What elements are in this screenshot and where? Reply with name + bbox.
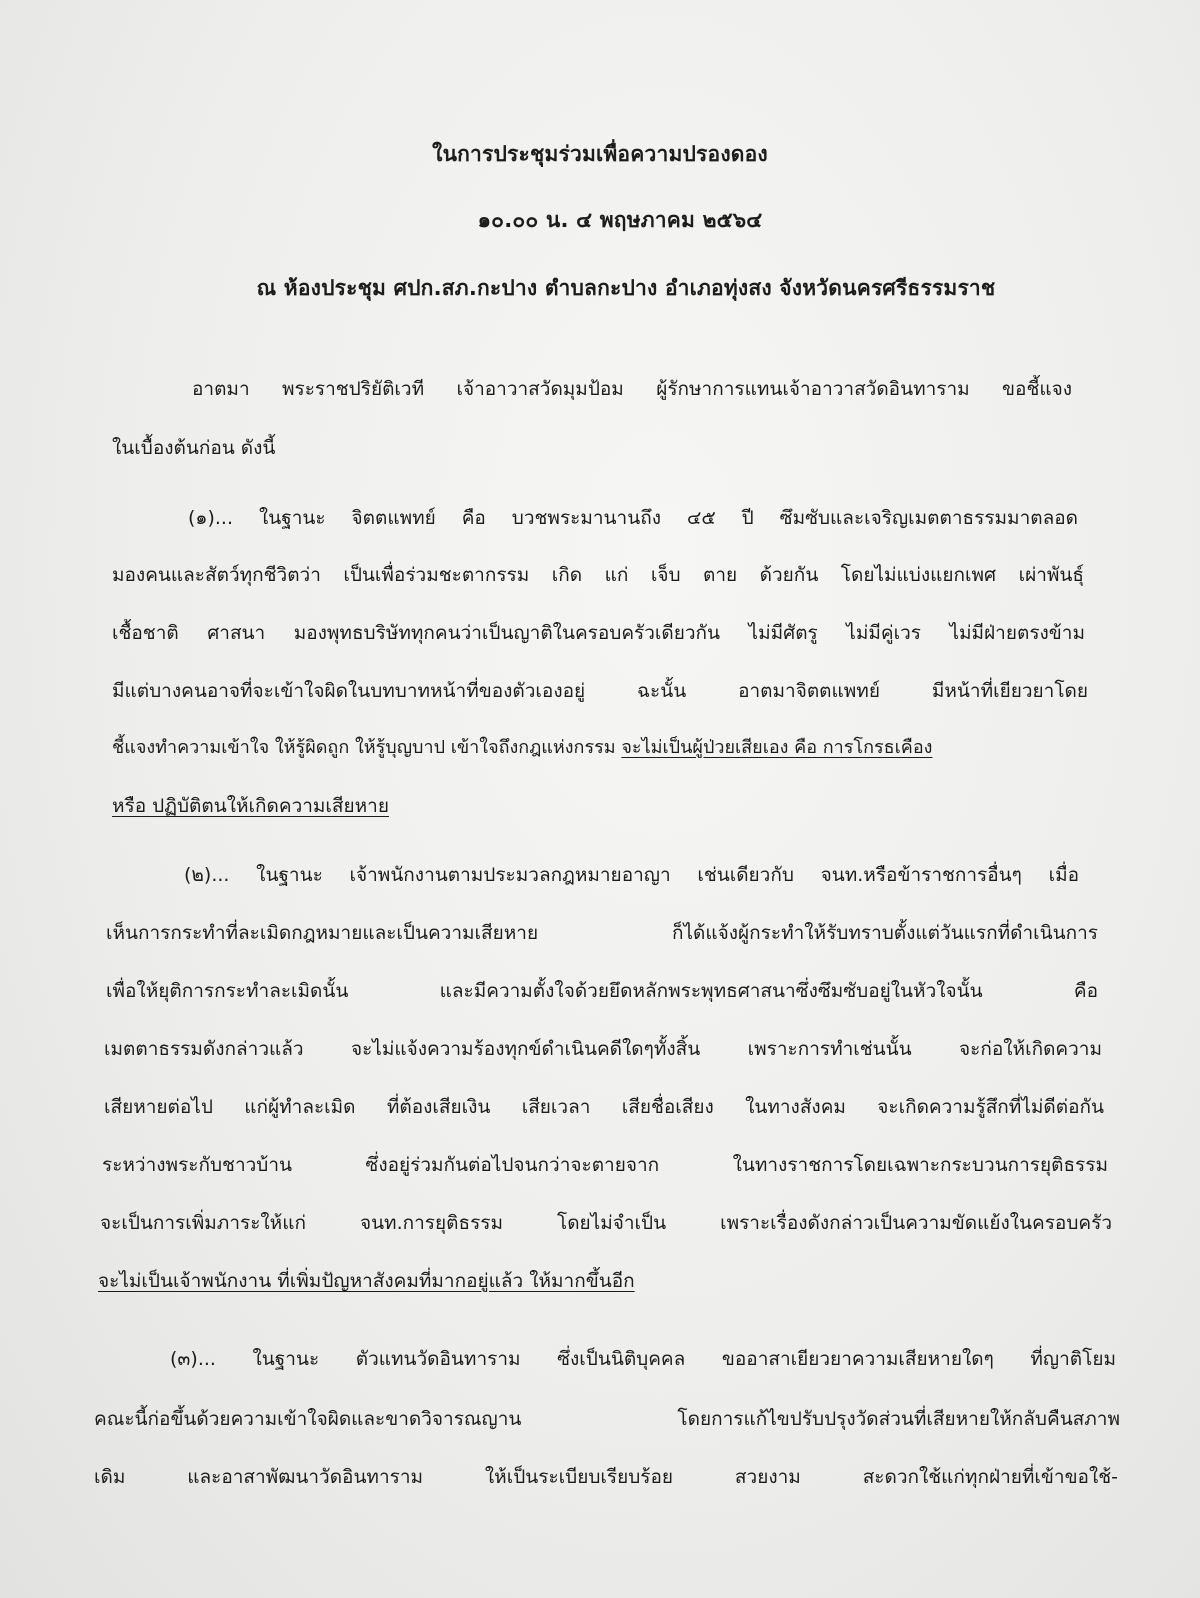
- section-3-line-3: เดิม และอาสาพัฒนาวัดอินทาราม ให้เป็นระเบียบเรียบร้อย สวยงาม สะดวกใช้แก่ทุกฝ่ายที่เข้าขอใช้-: [94, 1466, 1118, 1488]
- section-2-line-7: จะเป็นการเพิ่มภาระให้แก่ จนท.การยุติธรรม โดยไม่จำเป็น เพราะเรื่องดังกล่าวเป็นความขัดแย้งในครอบครัว: [100, 1212, 1112, 1234]
- section-2-line-1: (๒)... ในฐานะ เจ้าพนักงานตามประมวลกฎหมายอาญา เช่นเดียวกับ จนท.หรือข้าราชการอื่นๆ เมื่อ: [184, 864, 1079, 886]
- section-1-emphasis: จะไม่เป็นผู้ป่วยเสียเอง คือ การโกรธเคือง: [621, 737, 933, 758]
- section-2-line-6: ระหว่างพระกับชาวบ้าน ซึ่งอยู่ร่วมกันต่อไปจนกว่าจะตายจาก ในทางราชการโดยเฉพาะกระบวนการยุติธรรม: [102, 1154, 1108, 1176]
- meeting-datetime: ๑๐.๐๐ น. ๔ พฤษภาคม ๒๕๖๔: [477, 208, 763, 232]
- section-2-line-8: จะไม่เป็นเจ้าพนักงาน ที่เพิ่มปัญหาสังคมที่มากอยู่แล้ว ให้มากขึ้นอีก: [98, 1270, 635, 1292]
- section-1-line-1: (๑)... ในฐานะ จิตตแพทย์ คือ บวชพระมานานถึง ๔๕ ปี ซึมซับและเจริญเมตตาธรรมมาตลอด: [188, 507, 1078, 529]
- section-2-line-4: เมตตาธรรมดังกล่าวแล้ว จะไม่แจ้งความร้องทุกข์ดำเนินคดีใดๆทั้งสิ้น เพราะการทำเช่นนั้น จะก่อให้เกิดความ: [104, 1038, 1102, 1060]
- section-1-line-4: มีแต่บางคนอาจที่จะเข้าใจผิดในบทบาทหน้าที่ของตัวเองอยู่ ฉะนั้น อาตมาจิตตแพทย์ มีหน้าที่เยียวยาโดย: [112, 680, 1088, 702]
- section-3-line-2: คณะนี้ก่อขึ้นด้วยความเข้าใจผิดและขาดวิจารณญาน โดยการแก้ไขปรับปรุงวัดส่วนที่เสียหายให้กลับคืนสภาพ: [94, 1408, 1120, 1430]
- document-title: ในการประชุมร่วมเพื่อความปรองดอง: [432, 142, 768, 166]
- intro-line-1: อาตมา พระราชปริยัติเวที เจ้าอาวาสวัดมุมป้อม ผู้รักษาการแทนเจ้าอาวาสวัดอินทาราม ขอชี้แจง: [192, 378, 1072, 400]
- section-1-line-5-text: ชี้แจงทำความเข้าใจ ให้รู้ผิดถูก ให้รู้บุญบาป เข้าใจถึงกฎแห่งกรรม: [112, 737, 622, 758]
- section-3-line-1: (๓)... ในฐานะ ตัวแทนวัดอินทาราม ซึ่งเป็นนิติบุคคล ขออาสาเยียวยาความเสียหายใดๆ ที่ญาติโยม: [170, 1348, 1116, 1370]
- intro-line-2: ในเบื้องต้นก่อน ดังนี้: [112, 437, 276, 459]
- meeting-venue: ณ ห้องประชุม ศปก.สภ.กะปาง ตำบลกะปาง อำเภอทุ่งสง จังหวัดนครศรีธรรมราช: [256, 276, 996, 300]
- section-1-line-5: [112, 737, 1092, 759]
- section-1-line-2: มองคนและสัตว์ทุกชีวิตว่า เป็นเพื่อร่วมชะตากรรม เกิด แก่ เจ็บ ตาย ด้วยกัน โดยไม่แบ่งแยกเพศ เผ่าพันธุ์: [112, 564, 1084, 586]
- section-2-line-5: เสียหายต่อไป แก่ผู้ทำละเมิด ที่ต้องเสียเงิน เสียเวลา เสียชื่อเสียง ในทางสังคม จะเกิดความรู้สึกที่ไม่ดีต่อกัน: [104, 1096, 1104, 1118]
- section-2-line-3: เพื่อให้ยุติการกระทำละเมิดนั้น และมีความตั้งใจด้วยยึดหลักพระพุทธศาสนาซึ่งซึมซับอยู่ในหัวใจนั้น คือ: [106, 980, 1098, 1002]
- section-1-line-3: เชื้อชาติ ศาสนา มองพุทธบริษัททุกคนว่าเป็นญาติในครอบครัวเดียวกัน ไม่มีศัตรู ไม่มีคู่เวร ไม่มีฝ่ายตรงข้าม: [112, 622, 1085, 644]
- section-1-line-6: หรือ ปฏิบัติตนให้เกิดความเสียหาย: [112, 795, 389, 817]
- section-2-line-2: เห็นการกระทำที่ละเมิดกฎหมายและเป็นความเสียหาย ก็ได้แจ้งผู้กระทำให้รับทราบตั้งแต่วันแรกที่ดำเนินการ: [106, 922, 1098, 944]
